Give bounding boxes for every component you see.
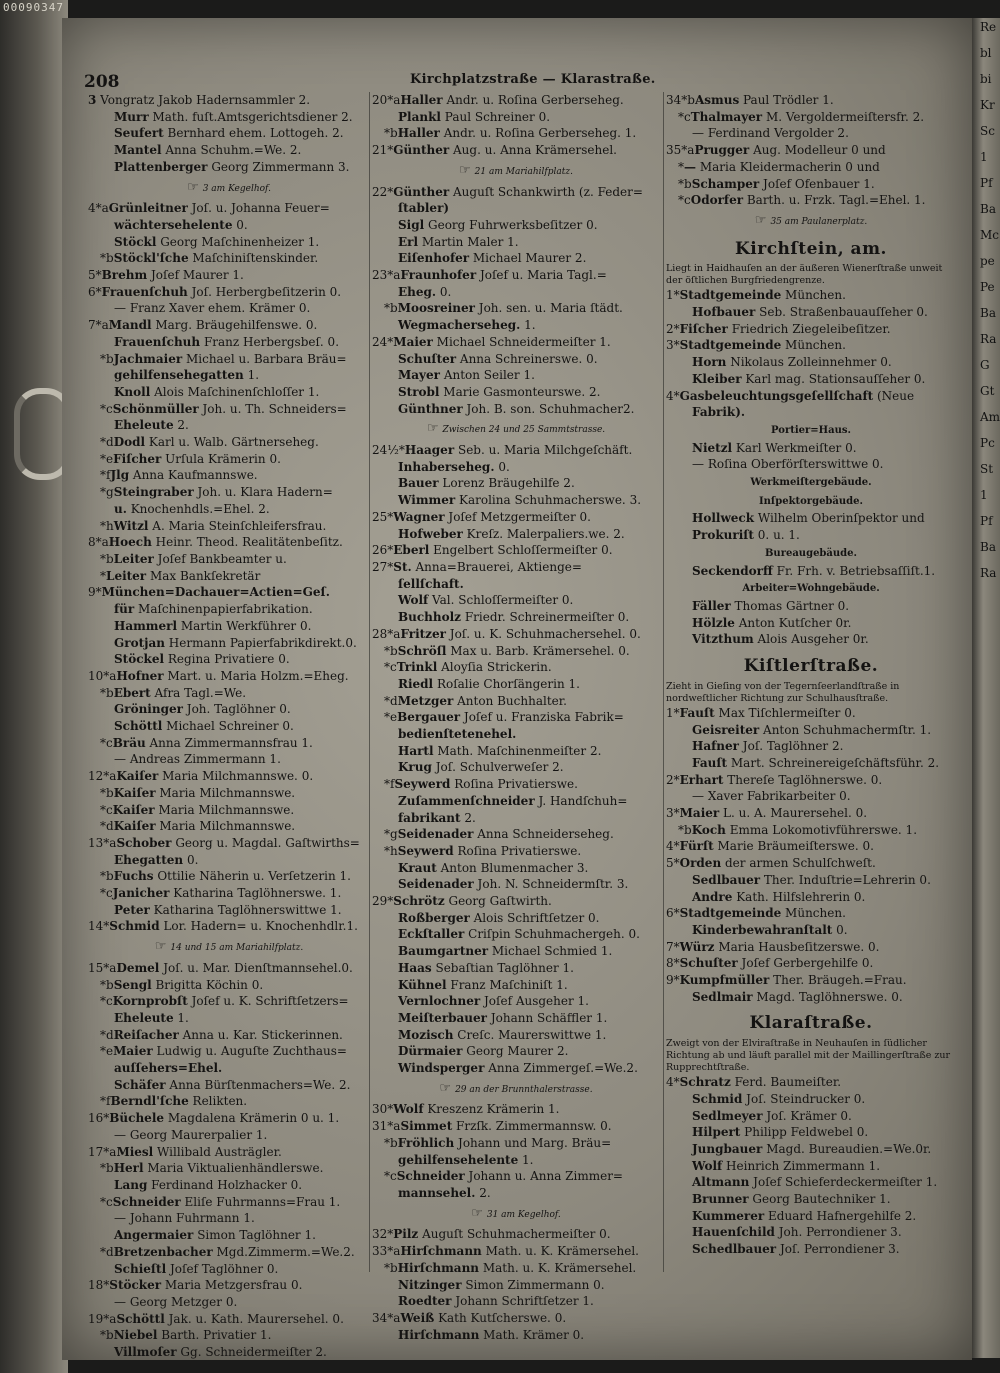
directory-entry: Schieſtl Joſef Taglöhner 0. [114, 1261, 279, 1276]
directory-entry: *— Maria Kleidermacherin 0 und [678, 159, 880, 174]
directory-entry: *cSchneider Johann u. Anna Zimmer= [384, 1169, 623, 1184]
directory-entry: *bMoosreiner Joh. sen. u. Maria ſtädt. [384, 301, 623, 316]
directory-entry: *cSchönmüller Joh. u. Th. Schneiders= [100, 401, 347, 416]
directory-entry: 6*Stadtgemeinde München. [666, 906, 846, 921]
directory-entry: 3 Vongratz Jakob Hadernsammler 2. [88, 93, 311, 107]
location-note [372, 1206, 660, 1224]
next-page-fragment: Gt [980, 384, 995, 398]
directory-entry: *bLeiter Joſef Bankbeamter u. [100, 551, 287, 566]
directory-entry: Grotjan Hermann Papierfabrikdirekt.0. [114, 635, 357, 650]
next-page-fragment: Ba [980, 540, 996, 554]
directory-entry: Angermaier Simon Taglöhner 1. [114, 1228, 316, 1243]
next-page-fragment: Ba [980, 202, 996, 216]
street-description: Liegt in Haidhauſen an der äußeren Wienerſtraße unweit der öſtlichen Burgfriedengrenze. [666, 263, 943, 287]
location-note-text: Zwischen 24 und 25 Sammtstrasse. [442, 425, 606, 436]
directory-entry: 15*aDemel Joſ. u. Mar. Dienſtmannsehel.0. [88, 960, 353, 975]
directory-entry: Hartl Math. Maſchinenmeiſter 2. [398, 743, 602, 758]
directory-entry: 5*Orden der armen Schulſchweſt. [666, 856, 876, 871]
next-page-fragment: Ra [980, 332, 997, 346]
directory-entry: 32*Pilz Auguſt Schuhmachermeiſter 0. [372, 1227, 611, 1242]
directory-entry: — Ferdinand Vergolder 2. [692, 126, 849, 141]
pointing-hand-icon: ☞ [459, 162, 471, 178]
directory-entry: Schmid Joſ. Steindrucker 0. [692, 1091, 866, 1106]
street-description: Zweigt von der Elviraſtraße in Neuhauſen in ſüdlicher Richtung ab und läuft parallel mit der Maillingerſtraße zur Rupprechtſtraße. [666, 1038, 951, 1074]
directory-entry: Lang Ferdinand Holzhacker 0. [114, 1178, 303, 1192]
directory-entry: Roedter Johann Schriftſetzer 1. [398, 1294, 594, 1309]
directory-entry: mannsehel. 2. [398, 1186, 491, 1200]
directory-column-3 [666, 92, 956, 1258]
next-page-fragment: Sc [980, 124, 995, 138]
directory-entry: Schedlbauer Joſ. Perrondiener 3. [692, 1242, 900, 1257]
directory-entry: 4*Fürſt Marie Bräumeiſterswe. 0. [666, 839, 874, 854]
directory-entry: Frauenſchuh Franz Herbergsbeſ. 0. [114, 334, 340, 349]
directory-entry: Kraut Anton Blumenmacher 3. [398, 860, 589, 875]
page-number: 208 [84, 72, 120, 92]
directory-entry: *eFiſcher Urſula Krämerin 0. [100, 451, 281, 466]
directory-entry: 34*aWeiß Kath Kutſcherswe. 0. [372, 1310, 567, 1325]
location-note-text: 3 am Kegelhof. [202, 183, 271, 194]
directory-entry: Eckſtaller Criſpin Schuhmachergeh. 0. [398, 927, 640, 942]
directory-entry: 19*aSchöttl Jak. u. Kath. Maurersehel. 0. [88, 1311, 344, 1326]
directory-entry: Haas Sebaſtian Taglöhner 1. [398, 960, 574, 975]
directory-entry: *cTrinkl Aloyſia Strickerin. [384, 660, 552, 675]
directory-entry: — Georg Maurerpalier 1. [114, 1127, 268, 1142]
pointing-hand-icon: ☞ [154, 939, 167, 955]
directory-entry: 23*aFraunhofer Joſef u. Maria Tagl.= [372, 268, 607, 283]
directory-entry: Hirſchmann Math. Krämer 0. [398, 1327, 585, 1342]
directory-entry: 34*bAsmus Paul Trödler 1. [666, 93, 834, 107]
directory-entry: *cThalmayer M. Vergoldermeiſtersfr. 2. [678, 109, 925, 124]
directory-entry: *cBräu Anna Zimmermannsfrau 1. [100, 735, 313, 750]
directory-entry: Wolf Heinrich Zimmermann 1. [692, 1158, 881, 1173]
directory-entry: Wegmacherseheg. 1. [398, 318, 536, 333]
location-note [88, 939, 370, 957]
directory-entry: Fäller Thomas Gärtner 0. [692, 598, 850, 613]
pointing-hand-icon: ☞ [426, 421, 439, 437]
location-note-text: 14 und 15 am Mariahilfplatz. [170, 943, 304, 954]
directory-entry: Kinderbewahranſtalt 0. [692, 922, 848, 937]
directory-entry: Knoll Alois Maſchinenſchloſſer 1. [114, 384, 320, 399]
street-heading: Klaraſtraße. [749, 1015, 873, 1033]
directory-entry: *dKaiſer Maria Milchmannswe. [100, 819, 296, 834]
directory-entry: *bFuchs Ottilie Näherin u. Verſetzerin 1. [100, 869, 351, 884]
directory-entry: — Roſina Oberförſterswittwe 0. [692, 457, 884, 472]
directory-entry: Eiſenhofer Michael Maurer 2. [398, 251, 587, 266]
next-page-fragment: Ra [980, 566, 997, 580]
directory-entry: Stöckl Georg Maſchinenheizer 1. [114, 234, 320, 249]
street-description: Zieht in Gieſing von der Tegernſeerlandſtraße in nordweſtlicher Richtung zur Schulhausſtraße. [666, 680, 900, 704]
directory-entry: 5*Brehm Joſef Maurer 1. [88, 268, 244, 283]
directory-entry: fabrikant 2. [398, 810, 476, 825]
directory-entry: *cKaiſer Maria Milchmannswe. [100, 802, 295, 817]
next-page-fragment: Pf [980, 514, 993, 528]
location-note-text: 21 am Mariahilfplatz. [474, 166, 573, 177]
directory-entry: *Leiter Max Bankſekretär [100, 568, 261, 583]
directory-entry: Horn Nikolaus Zolleinnehmer 0. [692, 355, 892, 370]
directory-entry: Hafner Joſ. Taglöhner 2. [692, 739, 844, 754]
directory-entry: 4*Schratz Ferd. Baumeiſter. [666, 1075, 842, 1090]
directory-entry: Inhaberseheg. 0. [398, 459, 510, 474]
directory-entry: Seckendorff Fr. Frh. v. Betriebsaſſiſt.1. [692, 563, 936, 578]
directory-entry: 6*Frauenſchuh Joſ. Herbergbeſitzerin 0. [88, 284, 342, 299]
directory-entry: 21*Günther Aug. u. Anna Krämersehel. [372, 143, 617, 158]
directory-column-2 [372, 92, 660, 1343]
directory-entry: Roßberger Alois Schriftſetzer 0. [398, 910, 600, 925]
location-note [372, 421, 660, 439]
directory-entry: 28*aFritzer Joſ. u. K. Schuhmachersehel. 0. [372, 626, 641, 641]
directory-entry: Hofweber Kreſz. Malerpaliers.we. 2. [398, 526, 625, 541]
directory-entry: 10*aHofner Mart. u. Maria Holzm.=Eheg. [88, 668, 349, 683]
directory-entry: 14*Schmid Lor. Hadern= u. Knochenhdlr.1. [88, 919, 358, 934]
directory-entry: *bJachmaier Michael u. Barbara Bräu= [100, 351, 347, 366]
directory-entry: bedienſtetenehel. [398, 727, 517, 742]
directory-entry: Hofbauer Seb. Straßenbauauſſeher 0. [692, 305, 928, 320]
directory-entry: 4*aGrünleitner Joſ. u. Johanna Feuer= [88, 201, 330, 216]
directory-entry: Baumgartner Michael Schmied 1. [398, 944, 613, 959]
directory-entry: Andre Kath. Hilfslehrerin 0. [692, 889, 866, 904]
directory-entry: *bHaller Andr. u. Roſina Gerberseheg. 1. [384, 126, 637, 141]
directory-entry: — Andreas Zimmermann 1. [114, 752, 281, 767]
directory-entry: 16*Büchele Magdalena Krämerin 0 u. 1. [88, 1111, 340, 1126]
location-note-text: 31 am Kegelhof. [486, 1209, 561, 1220]
directory-entry: 9*München=Dachauer=Actien=Geſ. [88, 585, 330, 600]
directory-entry: *bSengl Brigitta Köchin 0. [100, 977, 264, 992]
directory-entry: *gSteingraber Joh. u. Klara Hadern= [100, 485, 333, 500]
next-page-fragment: Pf [980, 176, 993, 190]
next-page-fragment: Mc [980, 228, 1000, 242]
directory-entry: Sedlmair Magd. Taglöhnerswe. 0. [692, 989, 903, 1004]
directory-entry: 1*Stadtgemeinde München. [666, 288, 846, 303]
directory-entry: 8*Schuſter Joſef Gerbergehilfe 0. [666, 956, 874, 971]
directory-entry: 8*aHoech Heinr. Theod. Realitätenbeſitz. [88, 535, 343, 550]
directory-entry: Günthner Joh. B. son. Schuhmacher2. [398, 401, 635, 416]
next-page-fragment: Re [980, 20, 997, 34]
directory-entry: Windsperger Anna Zimmergeſ.=We.2. [398, 1061, 638, 1076]
directory-entry: — Franz Xaver ehem. Krämer 0. [114, 301, 311, 316]
directory-entry: Eheg. 0. [398, 284, 452, 299]
directory-entry: 7*Würz Maria Hausbeſitzerswe. 0. [666, 939, 880, 954]
next-page-fragment: St [980, 462, 994, 476]
next-page-fragment: bl [980, 46, 992, 60]
directory-entry: Schuſter Anna Schreinerswe. 0. [398, 351, 598, 366]
directory-entry: Geisreiter Anton Schuhmachermſtr. 1. [692, 722, 932, 737]
directory-entry: Villmoſer Gg. Schneidermeiſter 2. [114, 1345, 327, 1360]
directory-entry: 25*Wagner Joſef Metzgermeiſter 0. [372, 509, 591, 524]
directory-entry: Altmann Joſef Schieferdeckermeiſter 1. [692, 1175, 938, 1190]
directory-entry: *hSeywerd Roſina Privatierswe. [384, 843, 582, 858]
directory-entry: Hilpert Philipp Feldwebel 0. [692, 1125, 869, 1140]
next-page-fragment: Ba [980, 306, 996, 320]
directory-entry: 4*Gasbeleuchtungsgeſellſchaft (Neue [666, 388, 915, 403]
directory-entry: *bSchröſl Max u. Barb. Krämersehel. 0. [384, 643, 630, 658]
directory-entry: Sedlbauer Ther. Induſtrie=Lehrerin 0. [692, 872, 931, 887]
directory-entry: Stöckel Regina Privatiere 0. [114, 652, 290, 667]
directory-entry: *cJanicher Katharina Taglöhnerswe. 1. [100, 886, 342, 901]
next-page-edge [972, 18, 1000, 1358]
directory-entry: 7*aMandl Marg. Bräugehilfenswe. 0. [88, 318, 318, 333]
directory-entry: 30*Wolf Kreszenz Krämerin 1. [372, 1102, 560, 1117]
directory-entry: Meiſterbauer Johann Schäffler 1. [398, 1010, 608, 1025]
directory-entry: Nietzl Karl Werkmeiſter 0. [692, 440, 857, 455]
building-subheading: Portier=Haus. [771, 424, 851, 436]
directory-entry: — Georg Metzger 0. [114, 1294, 238, 1309]
location-note-text: 35 am Paulanerplatz. [770, 216, 868, 227]
directory-entry: 3*Stadtgemeinde München. [666, 338, 846, 353]
next-page-fragment: Pc [980, 436, 995, 450]
street-heading: Kirchſtein, am. [735, 240, 887, 258]
location-note-text: 29 an der Brunnthalerstrasse. [455, 1084, 593, 1095]
directory-entry: 29*Schrötz Georg Gaſtwirth. [372, 894, 552, 909]
next-page-fragment: 1 [980, 150, 988, 164]
column-rule [663, 92, 664, 1272]
directory-entry: *cSchneider Eliſe Fuhrmanns=Frau 1. [100, 1194, 341, 1209]
running-head: Kirchplatzstraße — Klarastraße. [410, 72, 656, 87]
directory-entry: 26*Eberl Engelbert Schloſſermeiſter 0. [372, 543, 613, 558]
directory-entry: 31*aSimmet Frzſk. Zimmermannsw. 0. [372, 1119, 612, 1134]
building-subheading: Bureaugebäude. [764, 547, 858, 559]
directory-entry: Peter Katharina Taglöhnerswittwe 1. [114, 902, 342, 917]
directory-entry: *fSeywerd Roſina Privatierswe. [384, 777, 578, 792]
next-page-fragment: Pe [980, 280, 995, 294]
directory-entry: Strobl Marie Gasmonteurswe. 2. [398, 384, 601, 399]
directory-entry: *bKaiſer Maria Milchmannswe. [100, 785, 296, 800]
directory-entry: Jungbauer Magd. Bureaudien.=We.0r. [692, 1141, 932, 1156]
scan-tag: 00090347 [3, 1, 64, 14]
next-page-fragment: G [980, 358, 990, 372]
directory-entry: Zuſammenſchneider J. Handſchuh= [398, 793, 628, 808]
next-page-fragment: pe [980, 254, 995, 268]
directory-entry: 22*Günther Auguſt Schankwirth (z. Feder= [372, 184, 643, 199]
next-page-fragment: 1 [980, 488, 988, 502]
directory-entry: ſtabler) [398, 201, 450, 216]
directory-entry: Plankl Paul Schreiner 0. [398, 109, 551, 124]
street-heading: Kiſtlerſtraße. [743, 658, 879, 675]
directory-entry: *bKoch Emma Lokomotivführerswe. 1. [678, 822, 918, 837]
pointing-hand-icon: ☞ [754, 212, 767, 228]
directory-entry: 33*aHirſchmann Math. u. K. Krämersehel. [372, 1244, 639, 1259]
directory-entry: 24*Maier Michael Schneidermeiſter 1. [372, 334, 611, 349]
directory-entry: Brunner Georg Bautechniker 1. [692, 1192, 891, 1207]
directory-entry: 13*aSchober Georg u. Magdal. Gaſtwirths= [88, 835, 360, 850]
directory-entry: Seidenader Joh. N. Schneidermſtr. 3. [398, 877, 629, 892]
pointing-hand-icon: ☞ [471, 1205, 483, 1221]
directory-entry: 2*Erhart Thereſe Taglöhnerswe. 0. [666, 772, 883, 787]
directory-entry: 35*aPrugger Aug. Modelleur 0 und [666, 143, 886, 158]
directory-entry: *fBerndl'ſche Relikten. [100, 1094, 248, 1109]
directory-entry: Kühnel Franz Maſchiniſt 1. [398, 977, 568, 992]
directory-entry: Hammerl Martin Werkführer 0. [114, 618, 312, 633]
directory-entry: gehilfensehegatten 1. [114, 368, 260, 383]
book-binding-shadow [0, 0, 68, 1373]
directory-entry: Mantel Anna Schuhm.=We. 2. [114, 143, 302, 158]
directory-entry: 20*aHaller Andr. u. Roſina Gerberseheg. [372, 93, 624, 107]
directory-entry: Sigl Georg Fuhrwerksbeſitzer 0. [398, 217, 598, 232]
directory-entry: *dDodl Karl u. Walb. Gärtnerseheg. [100, 435, 319, 450]
directory-entry: *gSeidenader Anna Schneiderseheg. [384, 827, 614, 842]
building-subheading: Arbeiter=Wohngebäude. [742, 583, 880, 595]
next-page-fragment: Am [980, 410, 1000, 424]
directory-entry: Eheleute 1. [114, 1010, 189, 1025]
location-note [372, 1081, 660, 1099]
directory-entry: 1*Fauſt Max Tiſchlermeiſter 0. [666, 705, 856, 720]
directory-entry: Hauenſchild Joh. Perrondiener 3. [692, 1225, 902, 1240]
location-note [88, 180, 370, 198]
directory-entry: — Xaver Fabrikarbeiter 0. [692, 789, 851, 804]
directory-entry: ſellſchaft. [398, 576, 464, 591]
directory-entry: *dBretzenbacher Mgd.Zimmerm.=We.2. [100, 1244, 355, 1259]
directory-entry: Vitzthum Alois Ausgeher 0r. [692, 632, 869, 647]
location-note [666, 213, 956, 231]
building-subheading: Inſpektorgebäude. [758, 495, 864, 507]
directory-entry: *bStöckl'ſche Maſchiniſtenskinder. [100, 251, 319, 266]
directory-entry: *bEbert Afra Tagl.=We. [100, 685, 247, 700]
directory-entry: *dReiſacher Anna u. Kar. Stickerinnen. [100, 1027, 343, 1042]
directory-entry: Wolf Val. Schloſſermeiſter 0. [398, 593, 574, 608]
directory-entry: *bHirſchmann Math. u. K. Krämersehel. [384, 1260, 637, 1275]
directory-entry: 2*Fiſcher Friedrich Ziegeleibeſitzer. [666, 321, 891, 336]
directory-entry: Vernlochner Joſef Ausgeher 1. [398, 994, 589, 1009]
directory-entry: Erl Martin Maler 1. [398, 234, 519, 249]
directory-entry: für Maſchinenpapierfabrikation. [114, 602, 313, 617]
directory-entry: Sedlmeyer Joſ. Krämer 0. [692, 1108, 852, 1123]
directory-entry: Seufert Bernhard ehem. Lottogeh. 2. [114, 126, 344, 141]
directory-entry: wächtersehelente 0. [114, 217, 248, 232]
directory-entry: Fauſt Mart. Schreinereigeſchäftsführ. 2. [692, 755, 940, 770]
directory-entry: *cKornprobſt Joſef u. K. Schriftſetzers= [100, 994, 349, 1009]
directory-entry: Ehegatten 0. [114, 852, 199, 867]
directory-entry: Eheleute 2. [114, 418, 189, 433]
directory-entry: 3*Maier L. u. A. Maurersehel. 0. [666, 806, 868, 821]
directory-entry: gehilfensehelente 1. [398, 1152, 534, 1167]
directory-entry: Bauer Lorenz Bräugehilfe 2. [398, 476, 575, 491]
pointing-hand-icon: ☞ [439, 1080, 452, 1096]
directory-entry: 9*Kumpfmüller Ther. Bräugeh.=Frau. [666, 973, 907, 988]
directory-entry: *eMaier Ludwig u. Auguſte Zuchthaus= [100, 1044, 347, 1059]
directory-entry: — Johann Fuhrmann 1. [114, 1211, 255, 1226]
directory-entry: *fJlg Anna Kaufmannswe. [100, 468, 258, 483]
directory-column-1 [88, 92, 370, 1361]
location-note [372, 163, 660, 181]
directory-entry: auſſehers=Ehel. [114, 1061, 223, 1076]
directory-entry: *bSchamper Joſef Ofenbauer 1. [678, 176, 875, 191]
directory-entry: Prokuriſt 0. u. 1. [692, 528, 800, 543]
directory-entry: *cOdorfer Barth. u. Frzk. Tagl.=Ehel. 1. [678, 193, 926, 208]
directory-entry: *bFröhlich Johann und Marg. Bräu= [384, 1135, 612, 1150]
directory-entry: *dMetzger Anton Buchhalter. [384, 693, 567, 708]
directory-entry: Nitzinger Simon Zimmermann 0. [398, 1277, 605, 1292]
directory-entry: Murr Math. fuſt.Amtsgerichtsdiener 2. [114, 109, 353, 124]
directory-entry: *eBergauer Joſef u. Franziska Fabrik= [384, 710, 624, 725]
directory-entry: 27*St. Anna=Brauerei, Aktienge= [372, 559, 582, 574]
directory-entry: 12*aKaiſer Maria Milchmannswe. 0. [88, 769, 314, 784]
directory-entry: Hollweck Wilhelm Oberinſpektor und [692, 511, 925, 526]
directory-entry: Plattenberger Georg Zimmermann 3. [114, 159, 350, 174]
directory-entry: Wimmer Karolina Schuhmacherswe. 3. [398, 493, 642, 508]
directory-entry: Mayer Anton Seiler 1. [398, 368, 535, 383]
directory-entry: *hWitzl A. Maria Steinſchleifersfrau. [100, 518, 327, 533]
pointing-hand-icon: ☞ [187, 179, 199, 195]
directory-entry: 24½*Haager Seb. u. Maria Milchgeſchäft. [372, 443, 633, 458]
directory-entry: Krug Joſ. Schulverweſer 2. [398, 760, 564, 775]
directory-entry: Fabrik). [692, 405, 746, 420]
directory-entry: Schäfer Anna Bürſtenmachers=We. 2. [114, 1077, 351, 1092]
next-page-fragment: Kr [980, 98, 995, 112]
directory-entry: Dürmaier Georg Maurer 2. [398, 1044, 569, 1059]
directory-entry: 17*aMiesl Willibald Austrägler. [88, 1144, 282, 1159]
directory-entry: *bNiebel Barth. Privatier 1. [100, 1328, 272, 1343]
directory-entry: Kummerer Eduard Hafnergehilfe 2. [692, 1208, 917, 1223]
directory-entry: *bHerl Maria Viktualienhändlerswe. [100, 1161, 324, 1176]
directory-entry: Kleiber Karl mag. Stationsauſſeher 0. [692, 371, 926, 386]
next-page-fragment: bi [980, 72, 992, 86]
directory-entry: Riedl Roſalie Chorſängerin 1. [398, 676, 580, 691]
building-subheading: Werkmeiſtergebäude. [750, 477, 872, 489]
directory-entry: 18*Stöcker Maria Metzgersfrau 0. [88, 1278, 303, 1293]
directory-entry: Schöttl Michael Schreiner 0. [114, 719, 294, 734]
directory-entry: Gröninger Joh. Taglöhner 0. [114, 702, 291, 717]
directory-entry: Mozisch Creſc. Maurerswittwe 1. [398, 1027, 607, 1042]
directory-entry: Hölzle Anton Kutſcher 0r. [692, 615, 852, 630]
directory-entry: Buchholz Friedr. Schreinermeiſter 0. [398, 610, 630, 625]
directory-entry: u. Knochenhdls.=Ehel. 2. [114, 501, 270, 516]
